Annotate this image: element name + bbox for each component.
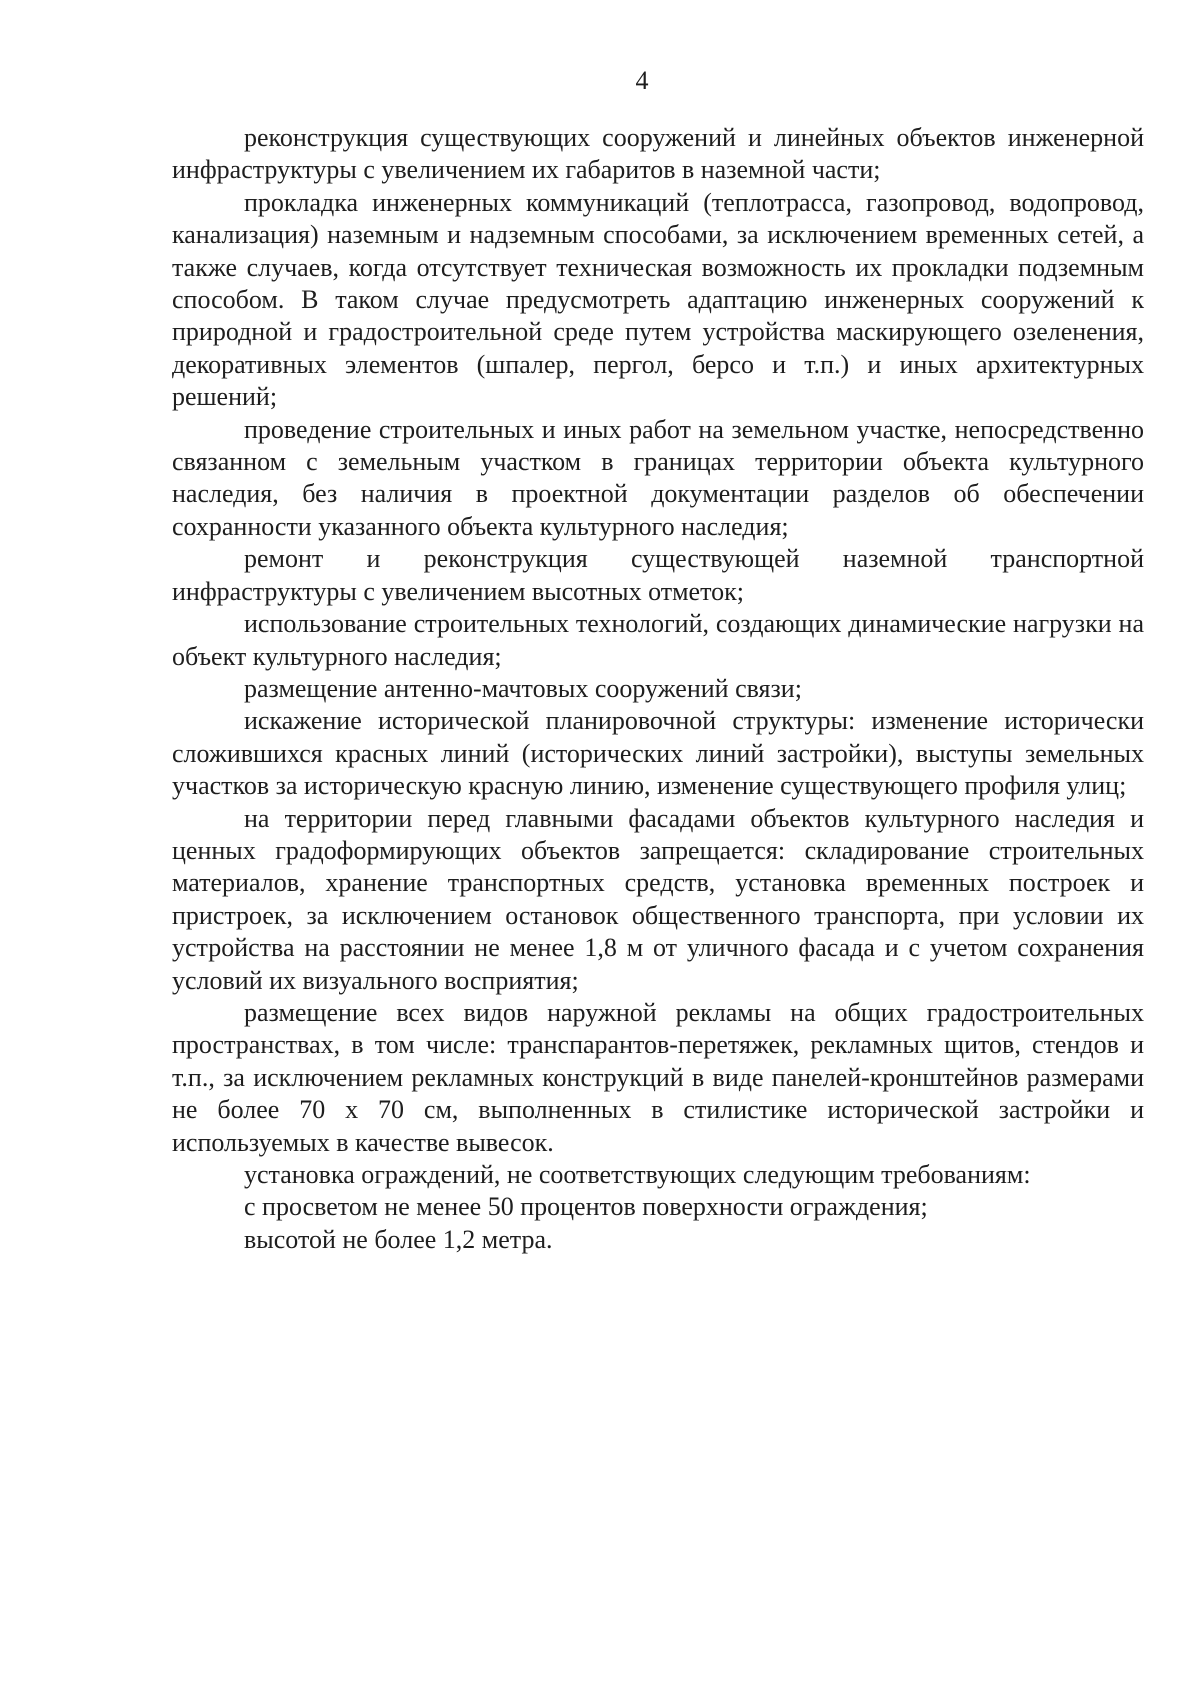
paragraph: прокладка инженерных коммуникаций (теплотрасса, газопровод, водопровод, канализация) наземным и надземным способами, за исключением временных сетей, а также случаев, когда отсутствует техническая возможность их прокладки подземным способом. В таком случае предусмотреть адаптацию инженерных сооружений к природной и градостроительной среде путем устройства маскирующего озеленения, декоративных элементов (шпалер, пергол, берсо и т.п.) и иных архитектурных решений; bbox=[172, 187, 1144, 412]
paragraph: использование строительных технологий, создающих динамические нагрузки на объект культурного наследия; bbox=[172, 609, 1144, 671]
paragraph: высотой не более 1,2 метра. bbox=[244, 1224, 553, 1254]
paragraph: проведение строительных и иных работ на земельном участке, непосредственно связанном с земельным участком в границах территории объекта культурного наследия, без наличия в проектной документации разделов об обеспечении сохранности указанного объекта культурного наследия; bbox=[172, 414, 1144, 541]
paragraph: искажение исторической планировочной структуры: изменение исторически сложившихся красных линий (исторических линий застройки), выступы земельных участков за историческую красную линию, изменение существующего профиля улиц; bbox=[172, 706, 1144, 801]
page-number: 4 bbox=[635, 66, 649, 95]
paragraph: размещение всех видов наружной рекламы на общих градостроительных пространствах, в том числе: транспарантов-перетяжек, рекламных щитов, стендов и т.п., за исключением рекламных конструкций в виде панелей-кронштейнов размерами не более 70 х 70 см, выполненных в стилистике исторической застройки и используемых в качестве вывесок. bbox=[172, 997, 1144, 1157]
paragraph: на территории перед главными фасадами объектов культурного наследия и ценных градоформирующих объектов запрещается: складирование строительных материалов, хранение транспортных средств, установка временных построек и пристроек, за исключением остановок общественного транспорта, при условии их устройства на расстоянии не менее 1,8 м от уличного фасада и с учетом сохранения условий их визуального восприятия; bbox=[172, 803, 1144, 995]
paragraph: ремонт и реконструкция существующей наземной транспортной инфраструктуры с увеличением высотных отметок; bbox=[172, 544, 1144, 606]
paragraph: реконструкция существующих сооружений и линейных объектов инженерной инфраструктуры с увеличением их габаритов в наземной части; bbox=[172, 123, 1144, 185]
paragraph: с просветом не менее 50 процентов поверхности ограждения; bbox=[244, 1192, 928, 1222]
paragraph: размещение антенно-мачтовых сооружений связи; bbox=[244, 673, 802, 703]
document-body bbox=[172, 122, 1144, 1256]
paragraph: установка ограждений, не соответствующих следующим требованиям: bbox=[244, 1160, 1031, 1189]
